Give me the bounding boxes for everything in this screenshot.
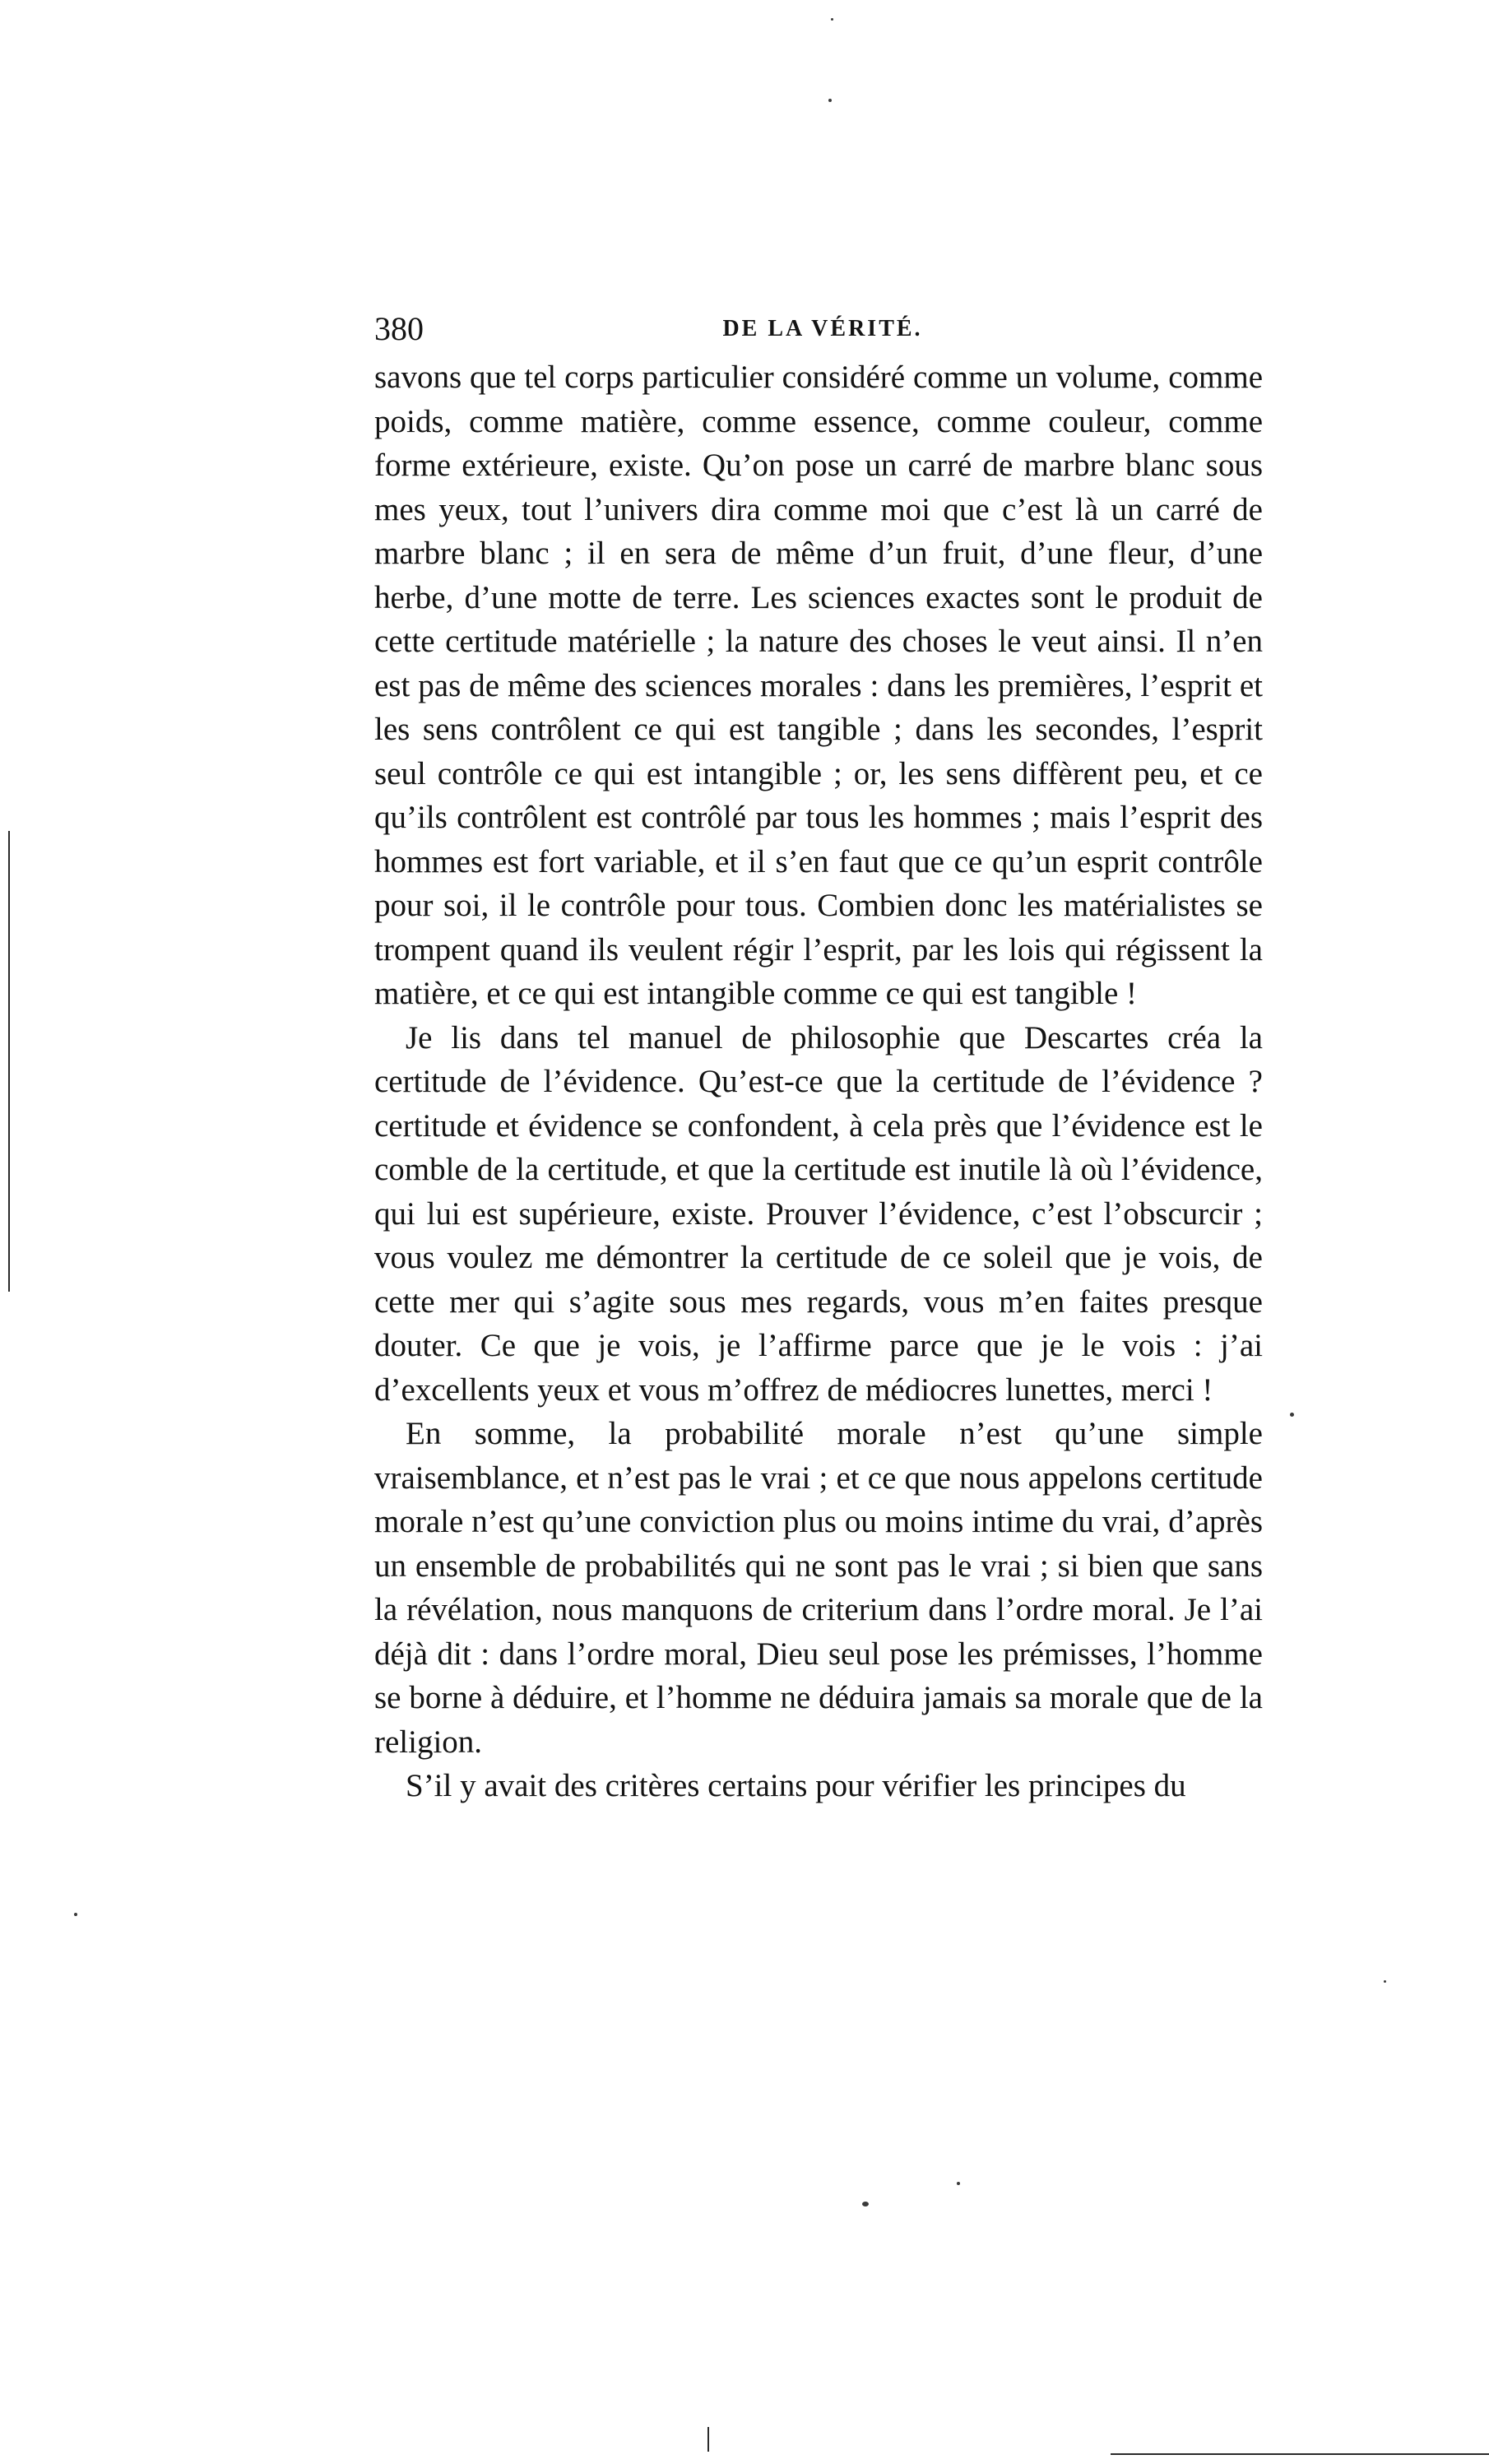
page-number: 380 xyxy=(374,310,424,347)
scan-speck xyxy=(828,99,832,102)
scan-speck xyxy=(1290,1413,1294,1417)
page-header xyxy=(374,306,1271,352)
scan-speck xyxy=(831,18,833,21)
scan-speck xyxy=(1384,1980,1386,1983)
body-text xyxy=(374,355,1263,1808)
paragraph-criteres: S’il y avait des critères certains pour vérifier les principes du xyxy=(406,1768,1186,1803)
paragraph-continued: savons que tel corps particulier considéré comme un volume, comme poids, comme matière, comme essence, comme couleur, comme forme extérieure, existe. Qu’on pose un carré de marbre blanc sous mes yeux, tout l’univers dira comme moi que c’est là un carré de marbre blanc ; il en sera de même d’un fruit, d’une fleur, d’une herbe, d’une motte de terre. Les sciences exactes sont le produit de cette certitude matérielle ; la nature des choses le veut ainsi. Il n’en est pas de même des sciences morales : dans les premières, l’esprit et les sens contrôlent ce qui est tangible ; dans les secondes, l’esprit seul contrôle ce qui est intangible ; or, les sens diffèrent peu, et ce qu’ils contrôlent est contrôlé par tous les hommes ; mais l’esprit des hommes est fort variable, et il s’en faut que ce qu’un esprit contrôle pour soi, il le contrôle pour tous. Combien donc les matérialistes se trompent quand ils veulent régir l’esprit, par les lois qui régissent la matière, et ce qui est intangible comme ce qui est tangible ! xyxy=(374,360,1263,1011)
scan-edge-line xyxy=(1111,2453,1489,2455)
paragraph-descartes: Je lis dans tel manuel de philosophie que Descartes créa la certitude de l’évidence. Qu’est-ce que la certitude de l’évidence ? certitude et évidence se confondent, à cela près que l’évidence est le comble de la certitude, et que la certitude est inutile là où l’évidence, qui lui est supérieure, existe. Prouver l’évidence, c’est l’obscurcir ; vous voulez me démontrer la certitude de ce soleil que je vois, de cette mer qui s’agite sous mes regards, vous m’en faites presque douter. Ce que je vois, je l’affirme parce que je le vois : j’ai d’excellents yeux et vous m’offrez de médiocres lunettes, merci ! xyxy=(374,1019,1263,1408)
scan-speck xyxy=(862,2202,869,2206)
scan-margin-line xyxy=(8,831,10,1292)
scan-speck xyxy=(74,1913,77,1916)
scan-margin-line xyxy=(707,2427,709,2452)
running-title: DE LA VÉRITÉ. xyxy=(722,316,923,341)
paragraph-probabilite: En somme, la probabilité morale n’est qu’une simple vraisemblance, et n’est pas le vrai ; et ce que nous appelons certitude morale n’est qu’une conviction plus ou moins intime du vrai, d’après un ensemble de probabilités qui ne sont pas le vrai ; si bien que sans la révélation, nous manquons de criterium dans l’ordre moral. Je l’ai déjà dit : dans l’ordre moral, Dieu seul pose les prémisses, l’homme se borne à déduire, et l’homme ne déduira jamais sa morale que de la religion. xyxy=(374,1416,1263,1760)
scan-speck xyxy=(957,2182,960,2185)
